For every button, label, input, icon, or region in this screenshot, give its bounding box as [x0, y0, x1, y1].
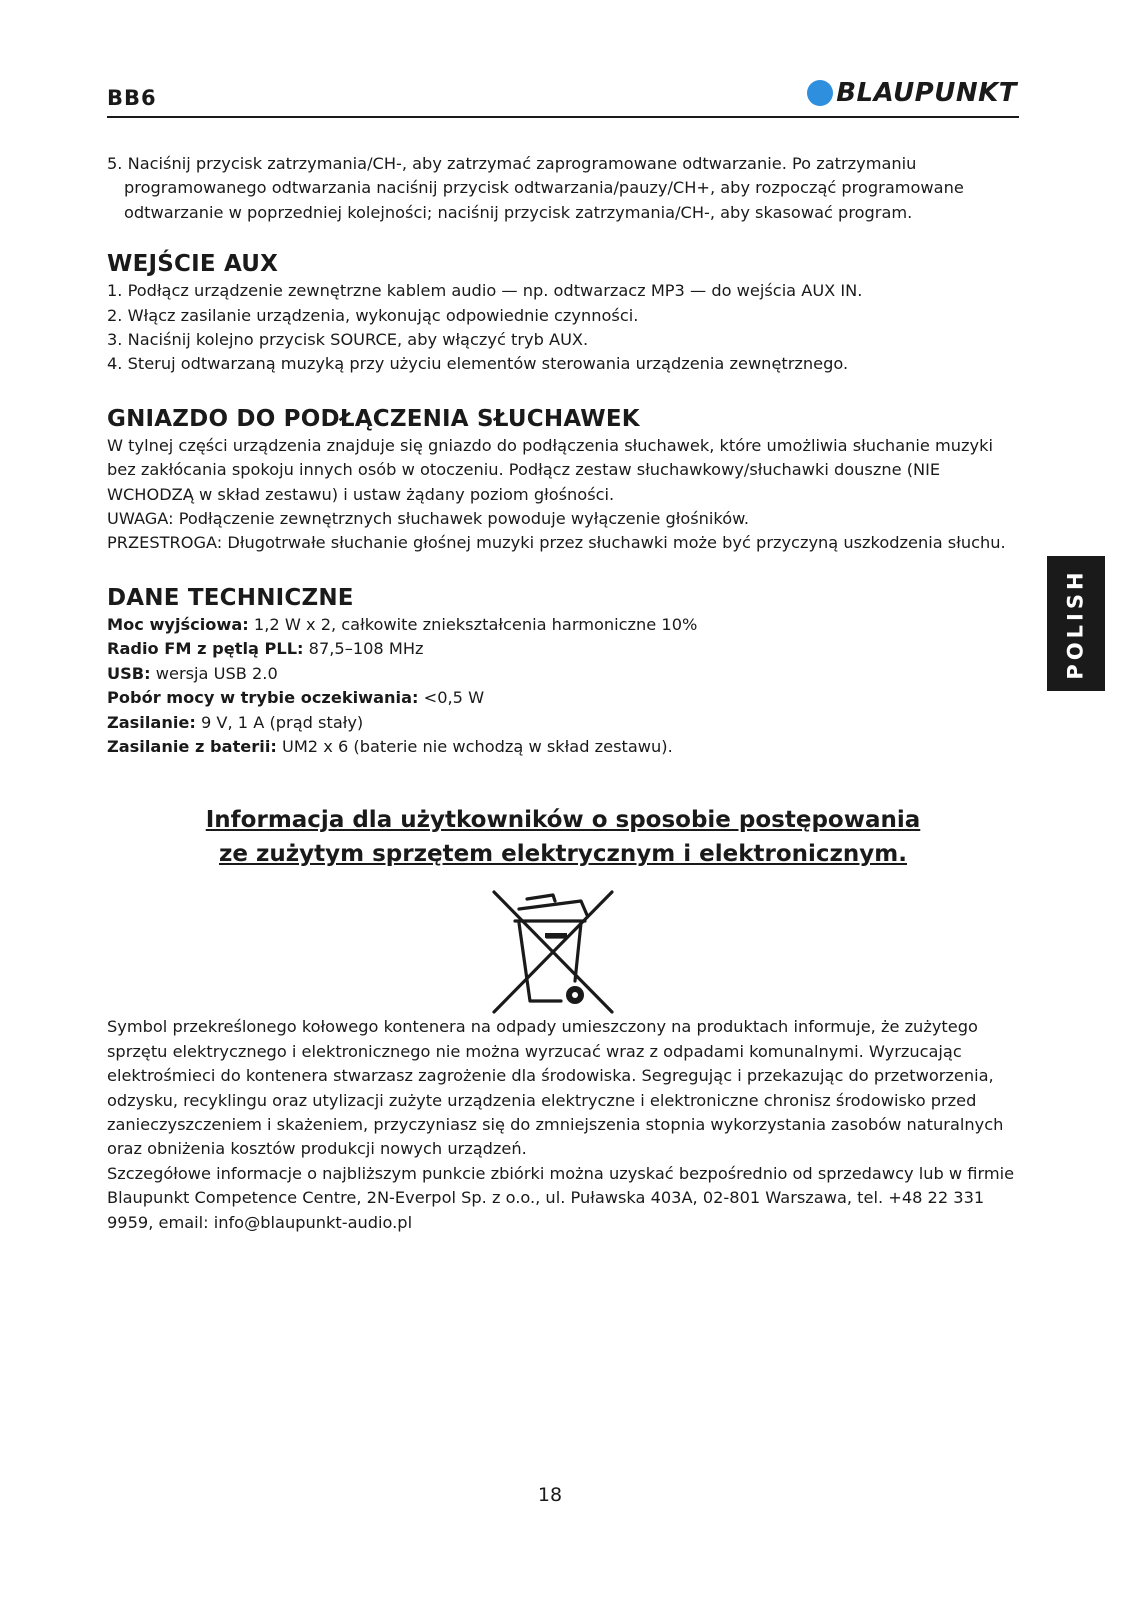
page-number: 18: [537, 1484, 563, 1506]
headphones-heading: GNIAZDO DO PODŁĄCZENIA SŁUCHAWEK: [107, 405, 640, 432]
aux-step: 4. Steruj odtwarzaną muzyką przy użyciu elementów sterowania urządzenia zewnętrznego.: [107, 354, 849, 374]
spec-value: 1,2 W x 2, całkowite zniekształcenia harmoniczne 10%: [248, 614, 698, 634]
spec-label: USB:: [107, 663, 151, 683]
spec-item: [107, 711, 1019, 735]
spec-value: 9 V, 1 A (prąd stały): [195, 712, 364, 732]
spec-label: Pobór mocy w trybie oczekiwania:: [107, 688, 419, 708]
language-tab: [1047, 556, 1105, 691]
spec-item: [107, 637, 1019, 661]
spec-item: [107, 735, 1019, 759]
aux-step: 2. Włącz zasilanie urządzenia, wykonując odpowiednie czynności.: [107, 305, 639, 325]
specs-heading: DANE TECHNICZNE: [107, 584, 354, 611]
program-step-5: 5. Naciśnij przycisk zatrzymania/CH-, aby zatrzymać zaprogramowane odtwarzanie. Po zatrzymaniu programowanego odtwarzania naciśnij przycisk odtwarzania/pauzy/CH+, aby rozpocząć programowane odtwarzanie w poprzedniej kolejności; naciśnij przycisk zatrzymania/CH-, aby skasować program.: [107, 154, 964, 222]
spec-item: [107, 686, 1019, 710]
aux-step: 1. Podłącz urządzenie zewnętrzne kablem audio — np. odtwarzacz MP3 — do wejścia AUX IN.: [107, 281, 863, 301]
page-header: [107, 76, 1017, 116]
spec-value: <0,5 W: [418, 688, 485, 708]
page-content: [107, 152, 1019, 1235]
crossed-out-wheelie-bin-icon: [491, 889, 615, 1015]
spec-label: Radio FM z pętlą PLL:: [107, 639, 304, 659]
weee-contact-paragraph: Szczegółowe informacje o najbliższym punkcie zbiórki można uzyskać bezpośrednio od sprzedawcy lub w firmie Blaupunkt Competence Centre, 2N-Everpol Sp. z o.o., ul. Puławska 403A, 02-801 Warszawa, tel. +48 22 331 9959, email: info@blaupunkt-audio.pl: [107, 1163, 1015, 1232]
language-tab-label: POLISH: [1064, 567, 1089, 680]
headphones-note: UWAGA: Podłączenie zewnętrznych słuchawek powoduje wyłączenie głośników.: [107, 509, 750, 529]
model-name: BB6: [107, 86, 157, 110]
header-divider: [107, 116, 1019, 118]
weee-title-line-1: Informacja dla użytkowników o sposobie postępowania: [205, 807, 921, 834]
spec-value: UM2 x 6 (baterie nie wchodzą w skład zestawu).: [276, 736, 673, 756]
spec-item: [107, 613, 1019, 637]
weee-paragraph: Symbol przekreślonego kołowego kontenera na odpady umieszczony na produktach informuje, że zużytego sprzętu elektrycznego i elektronicznego nie można wyrzucać wraz z odpadami komunalnymi. Wyrzucając elektrośmieci do kontenera stwarzasz zagrożenie dla środowiska. Segregując i przekazując do przetworzenia, odzysku, recyklingu oraz utylizacji zużyte urządzenia elektryczne i elektroniczne chronisz środowisko przed zanieczyszczeniem i skażeniem, przyczyniasz się do zmniejszenia stopnia wykorzystania zasobów naturalnych oraz obniżenia kosztów produkcji nowych urządzeń.: [107, 1017, 1004, 1159]
weee-title: [107, 803, 1019, 871]
aux-heading: WEJŚCIE AUX: [107, 251, 279, 278]
spec-value: 87,5–108 MHz: [303, 639, 424, 659]
spec-label: Moc wyjściowa:: [107, 614, 249, 634]
headphones-caution: PRZESTROGA: Długotrwałe słuchanie głośnej muzyki przez słuchawki może być przyczyną uszkodzenia słuchu.: [107, 533, 1006, 553]
weee-title-line-2: ze zużytym sprzętem elektrycznym i elektronicznym.: [219, 841, 907, 868]
spec-label: Zasilanie z baterii:: [107, 736, 277, 756]
spec-label: Zasilanie:: [107, 712, 196, 732]
brand-dot-icon: [807, 80, 833, 106]
brand-name: BLAUPUNKT: [836, 78, 1017, 108]
spec-value: wersja USB 2.0: [150, 663, 278, 683]
spec-item: [107, 662, 1019, 686]
brand-logo: [807, 78, 1017, 108]
headphones-paragraph: W tylnej części urządzenia znajduje się gniazdo do podłączenia słuchawek, które umożliwia słuchanie muzyki bez zakłócania spokoju innych osób w otoczeniu. Podłącz zestaw słuchawkowy/słuchawki douszne (NIE WCHODZĄ w skład zestawu) i ustaw żądany poziom głośności.: [107, 435, 993, 504]
aux-step: 3. Naciśnij kolejno przycisk SOURCE, aby włączyć tryb AUX.: [107, 330, 589, 350]
